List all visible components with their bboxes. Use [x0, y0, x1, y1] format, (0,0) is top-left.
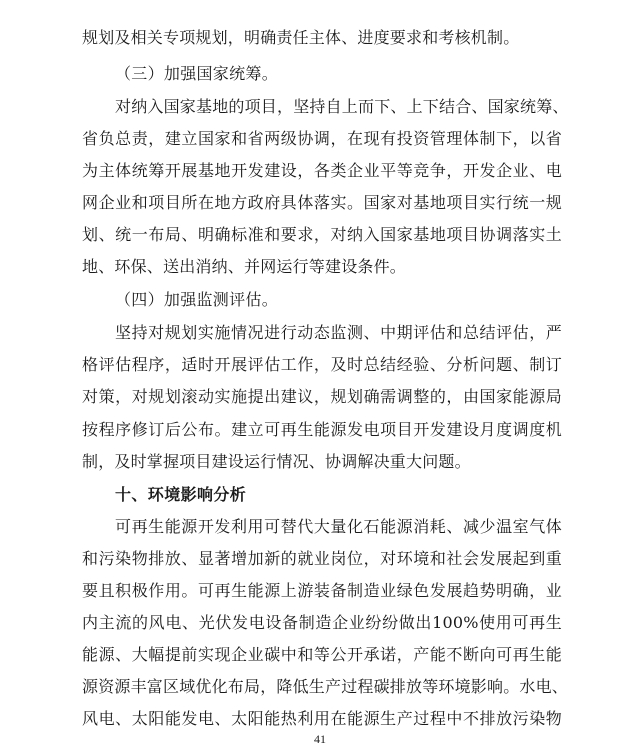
paragraph-line: 和污染物排放、显著增加新的就业岗位，对环境和社会发展起到重: [82, 549, 562, 568]
paragraph-line: 对纳入国家基地的项目，坚持自上而下、上下结合、国家统筹、: [115, 97, 569, 116]
paragraph-line: 对策，对规划滚动实施提出建议，规划确需调整的，由国家能源局: [82, 387, 562, 406]
paragraph-line: 内主流的风电、光伏发电设备制造企业纷纷做出100%使用可再生: [82, 613, 562, 632]
paragraph-line: 规划及相关专项规划，明确责任主体、进度要求和考核机制。: [82, 28, 520, 47]
paragraph-line: 要且积极作用。可再生能源上游装备制造业绿色发展趋势明确，业: [82, 581, 562, 600]
paragraph-line: 网企业和项目所在地方政府具体落实。国家对基地项目实行统一规: [82, 193, 562, 212]
paragraph-line: 可再生能源开发利用可替代大量化石能源消耗、减少温室气体: [115, 517, 562, 536]
paragraph-line: 划、统一布局、明确标准和要求，对纳入国家基地项目协调落实土: [82, 225, 562, 244]
paragraph-line: 源资源丰富区域优化布局，降低生产过程碳排放等环境影响。水电、: [82, 677, 569, 696]
paragraph-line: 按程序修订后公布。建立可再生能源发电项目开发建设月度调度机: [82, 420, 562, 439]
page-number: 41: [314, 732, 326, 746]
subsection-heading-3: （三）加强国家统筹。: [115, 64, 279, 83]
subsection-heading-4: （四）加强监测评估。: [115, 290, 279, 309]
paragraph-line: 地、环保、送出消纳、并网运行等建设条件。: [82, 257, 407, 276]
paragraph-line: 省负总责，建立国家和省两级协调，在现有投资管理体制下，以省: [82, 129, 562, 148]
paragraph-line: 风电、太阳能发电、太阳能热利用在能源生产过程中不排放污染物: [82, 709, 562, 728]
paragraph-line: 制，及时掌握项目建设运行情况、协调解决重大问题。: [82, 452, 471, 471]
paragraph-line: 能源、大幅提前实现企业碳中和等公开承诺，产能不断向可再生能: [82, 645, 562, 664]
paragraph-line: 为主体统筹开展基地开发建设，各类企业平等竞争，开发企业、电: [82, 161, 562, 180]
paragraph-line: 坚持对规划实施情况进行动态监测、中期评估和总结评估，严: [115, 323, 562, 342]
paragraph-line: 格评估程序，适时开展评估工作，及时总结经验、分析问题、制订: [82, 355, 562, 374]
section-heading-10: 十、环境影响分析: [115, 485, 247, 504]
